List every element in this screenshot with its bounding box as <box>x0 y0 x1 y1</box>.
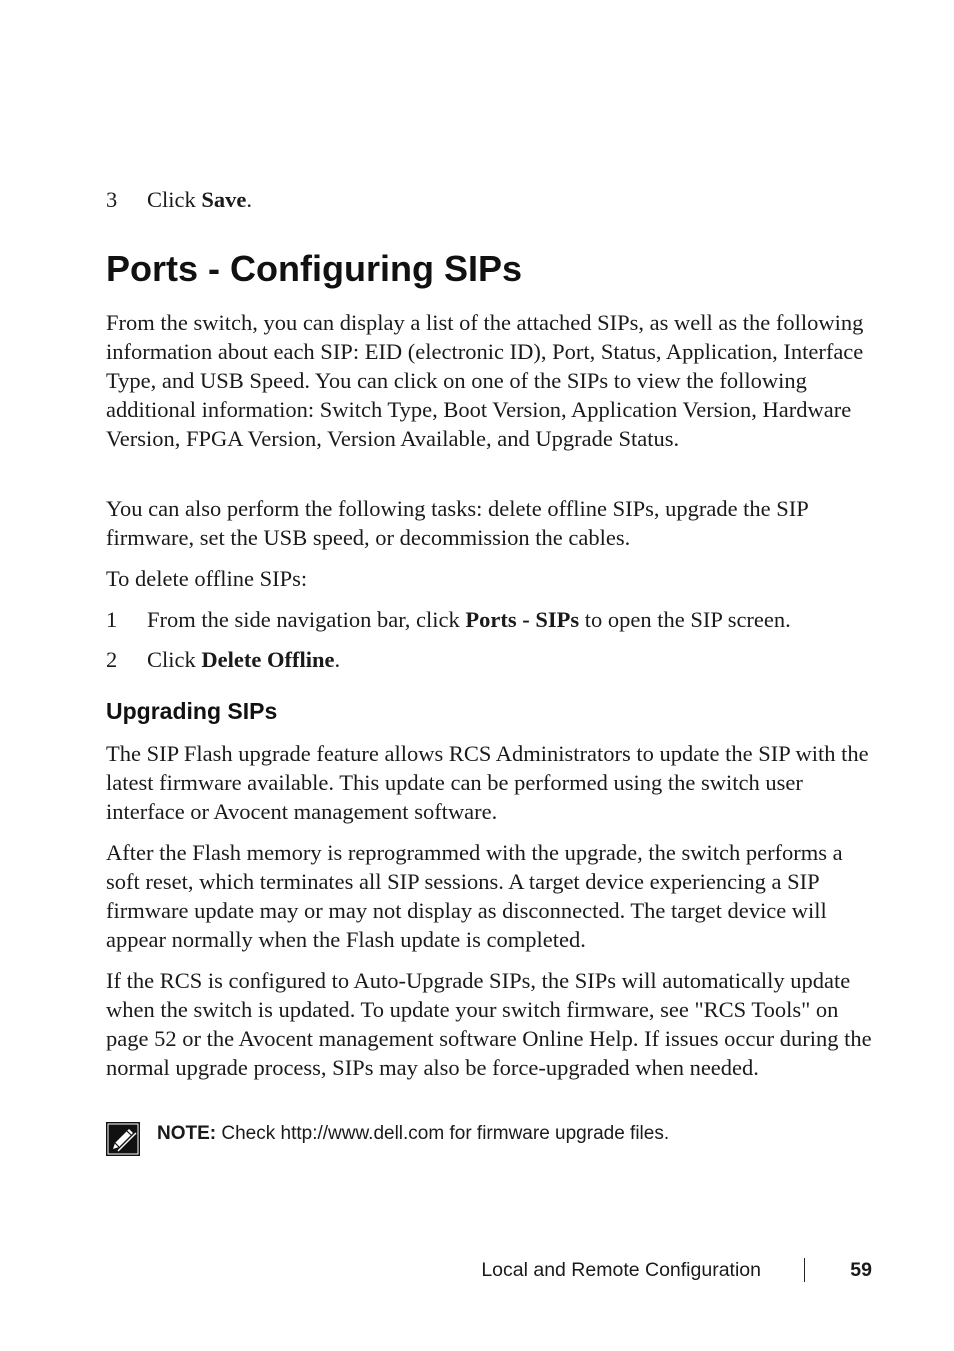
pencil-note-icon <box>106 1122 140 1156</box>
step-number: 2 <box>106 647 118 672</box>
note-text: NOTE: Check http://www.dell.com for firmware upgrade files. <box>157 1123 670 1144</box>
step-number: 3 <box>106 187 118 212</box>
footer-section-title: Local and Remote Configuration <box>481 1259 761 1281</box>
paragraph: If the RCS is configured to Auto-Upgrade SIPs, the SIPs will automatically update when the switch is updated. To update your switch firmware, see "RCS Tools" on page 52 or the Avocent management software Online Help. If issues occur during the normal upgrade process, SIPs may also be force-upgraded when needed. <box>106 968 872 1080</box>
ui-term: Ports - SIPs <box>465 607 580 632</box>
section-heading: Ports - Configuring SIPs <box>106 248 523 289</box>
ui-term: Save <box>201 187 247 212</box>
step-number: 1 <box>106 607 118 632</box>
footer-divider <box>804 1258 805 1282</box>
step-text: Click Delete Offline. <box>147 647 341 672</box>
step-text: From the side navigation bar, click Ports - SIPs to open the SIP screen. <box>147 607 791 632</box>
subsection-heading: Upgrading SIPs <box>106 698 278 724</box>
paragraph: You can also perform the following tasks: delete offline SIPs, upgrade the SIP firmware, set the USB speed, or decommission the cables. <box>106 496 808 550</box>
paragraph: From the switch, you can display a list of the attached SIPs, as well as the following information about each SIP: EID (electronic ID), Port, Status, Application, Interface Type, and USB Speed. You can click on one of the SIPs to view the following additional information: Switch Type, Boot Version, Application Version, Hardware Version, FPGA Version, Version Available, and Upgrade Status. <box>106 310 864 451</box>
ui-term: Delete Offline <box>201 647 335 672</box>
paragraph: The SIP Flash upgrade feature allows RCS Administrators to update the SIP with the latest firmware available. This update can be performed using the switch user interface or Avocent management software. <box>106 741 869 824</box>
page-number: 59 <box>850 1259 872 1281</box>
note-label: NOTE: <box>157 1123 217 1144</box>
paragraph: After the Flash memory is reprogrammed with the upgrade, the switch performs a soft reset, which terminates all SIP sessions. A target device experiencing a SIP firmware update may or may not display as disconnected. The target device will appear normally when the Flash update is completed. <box>106 840 843 952</box>
paragraph: To delete offline SIPs: <box>106 566 308 591</box>
step-text: Click Save. <box>147 187 252 212</box>
